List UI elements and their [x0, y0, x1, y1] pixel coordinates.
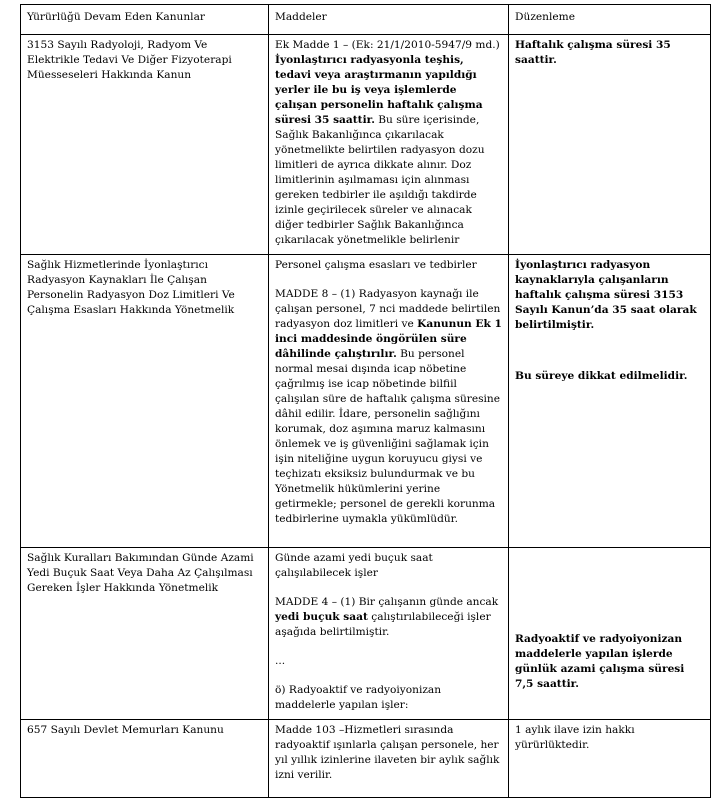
- header-articles: Maddeler: [269, 5, 509, 35]
- article-text-normal: Bu personel normal mesai dışında icap nöbetine çağrılmış ise icap nöbetinde bilfiil çalışılan süre de haftalık çalışma süresine dâhil edilir. İdare, personelin sağlığını korumak, doz aşımına maruz kalmasını önlemek ve iş güvenliğini sağlamak için işin niteliğine uygun koruyucu giysi ve teçhizatı eksiksiz bulundurmak ve bu Yönetmelik hükümlerini yerine getirmekle; personel de gerekli korunma tedbirlerine uymakla yükümlüdür.: [275, 348, 501, 525]
- article-text-normal: Bu süre içerisinde, Sağlık Bakanlığınca çıkarılacak yönetmelikte belirtilen radyasyon dozu limitleri de ayrıca dikkate alınır. Doz limitlerinin aşılmaması için alınması gereken tedbirler ile aşıldığı takdirde izinle geçirilecek süreler ve alınacak diğer tedbirler Sağlık Bakanlığınca çıkarılacak yönetmelikle belirlenir: [275, 114, 485, 246]
- law-name: Sağlık Hizmetlerinde İyonlaştırıcı Radyasyon Kaynakları İle Çalışan Personelin Radyasyon Doz Limitleri Ve Çalışma Esasları Hakkında Yönetmelik: [21, 255, 269, 548]
- header-row: [21, 5, 711, 35]
- regulation-text: İyonlaştırıcı radyasyon kaynaklarıyla çalışanların haftalık çalışma süresi 3153 Sayılı Kanun’da 35 saat olarak belirtilmiştir.: [515, 259, 697, 331]
- table-row: [21, 720, 711, 798]
- article-text-bold: İyonlaştırıcı radyasyonla teşhis, tedavi veya araştırmanın yapıldığı yerler ile bu iş veya işlemlerde çalışan personelin haftalık çalışma süresi 35 saattir.: [275, 54, 483, 126]
- regulation-text: Radyoaktif ve radyoiyonizan maddelerle yapılan işlerde günlük azami çalışma süresi 7,5 saattir.: [515, 633, 685, 690]
- regulation-cell: [509, 548, 711, 720]
- article-text: [269, 255, 509, 548]
- table-row: [21, 255, 711, 548]
- regulation-text: 1 aylık ilave izin hakkı yürürlüktedir.: [509, 720, 711, 798]
- article-text-normal: Ek Madde 1 – (Ek: 21/1/2010-5947/9 md.): [275, 39, 500, 51]
- law-name: 3153 Sayılı Radyoloji, Radyom Ve Elektrikle Tedavi Ve Diğer Fizyoterapi Müesseseleri Hakkında Kanun: [21, 35, 269, 255]
- article-ellipsis: ...: [275, 655, 286, 667]
- table-row: [21, 548, 711, 720]
- regulation-cell: [509, 35, 711, 255]
- regulation-text: Haftalık çalışma süresi 35 saattir.: [515, 39, 671, 66]
- article-text-normal: MADDE 8 – (1) Radyasyon kaynağı ile çalışan personel, 7 nci maddede belirtilen radyasyon doz limitleri ve: [275, 288, 501, 330]
- article-text: [269, 548, 509, 720]
- article-text-normal: çalıştırılabileceği işler aşağıda belirtilmiştir.: [275, 611, 491, 638]
- article-text-normal: MADDE 4 – (1) Bir çalışanın günde ancak: [275, 596, 499, 608]
- article-text-bold: Kanunun Ek 1 inci maddesinde öngörülen süre dâhilinde çalıştırılır.: [275, 318, 502, 360]
- law-name: Sağlık Kuralları Bakımından Günde Azami Yedi Buçuk Saat Veya Daha Az Çalışılması Gereken İşler Hakkında Yönetmelik: [21, 548, 269, 720]
- header-regulation: Düzenleme: [509, 5, 711, 35]
- law-name: 657 Sayılı Devlet Memurları Kanunu: [21, 720, 269, 798]
- article-text-bold: yedi buçuk saat: [275, 611, 368, 623]
- table-row: [21, 35, 711, 255]
- header-laws: Yürürlüğü Devam Eden Kanunlar: [21, 5, 269, 35]
- article-text: Madde 103 –Hizmetleri sırasında radyoaktif ışınlarla çalışan personele, her yıl yıllık izinlerine ilaveten bir aylık sağlık izni verilir.: [269, 720, 509, 798]
- article-item: ö) Radyoaktif ve radyoiyonizan maddelerle yapılan işler:: [275, 684, 442, 711]
- regulation-text: Bu süreye dikkat edilmelidir.: [515, 370, 688, 382]
- article-paragraph: [275, 38, 502, 248]
- article-heading: Günde azami yedi buçuk saat çalışılabilecek işler: [275, 552, 433, 579]
- article-heading: Personel çalışma esasları ve tedbirler: [275, 259, 477, 271]
- article-paragraph: [275, 287, 502, 527]
- laws-table: [20, 4, 711, 798]
- article-text: [269, 35, 509, 255]
- article-paragraph: [275, 595, 502, 640]
- regulation-cell: [509, 255, 711, 548]
